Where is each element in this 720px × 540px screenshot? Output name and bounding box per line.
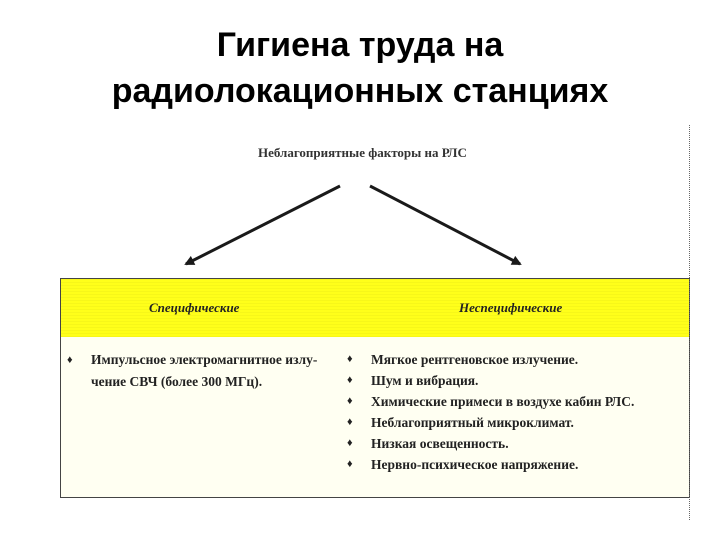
diamond-bullet-icon: ♦ (67, 354, 73, 366)
list-item: ♦ Мягкое рентгеновское излучение. (345, 349, 685, 370)
header-nonspecific: Неспецифические (459, 300, 563, 315)
list-item: ♦ Неблагоприятный микроклимат. (345, 412, 685, 433)
header-specific: Специфические (149, 300, 240, 315)
diagram-root-label: Неблагоприятные факторы на РЛС (258, 145, 467, 160)
diamond-bullet-icon: ♦ (347, 416, 353, 428)
factors-table-body (61, 337, 689, 497)
list-item: чение СВЧ (более 300 МГц). (91, 374, 263, 389)
dotted-divider (689, 125, 690, 520)
list-item: ♦ Низкая освещенность. (345, 433, 685, 454)
diamond-bullet-icon: ♦ (347, 374, 353, 386)
list-item: ♦ Импульсное электромагнитное излу- (65, 349, 335, 371)
slide-title-line-1: Гигиена труда на (216, 26, 504, 64)
slide-title-line-2: радиолокационных станциях (111, 72, 609, 110)
arrow-to-nonspecific (370, 186, 520, 264)
factors-table-header (61, 279, 689, 338)
column-nonspecific (345, 349, 685, 475)
factors-table (60, 278, 690, 498)
diamond-bullet-icon: ♦ (347, 353, 353, 365)
list-item: ♦ Химические примеси в воздухе кабин РЛС. (345, 391, 685, 412)
column-specific (65, 349, 335, 393)
diamond-bullet-icon: ♦ (347, 458, 353, 470)
list-item: ♦ Нервно-психическое напряжение. (345, 454, 685, 475)
diamond-bullet-icon: ♦ (347, 437, 353, 449)
arrow-to-specific (186, 186, 340, 264)
diamond-bullet-icon: ♦ (347, 395, 353, 407)
list-item: ♦ Шум и вибрация. (345, 370, 685, 391)
